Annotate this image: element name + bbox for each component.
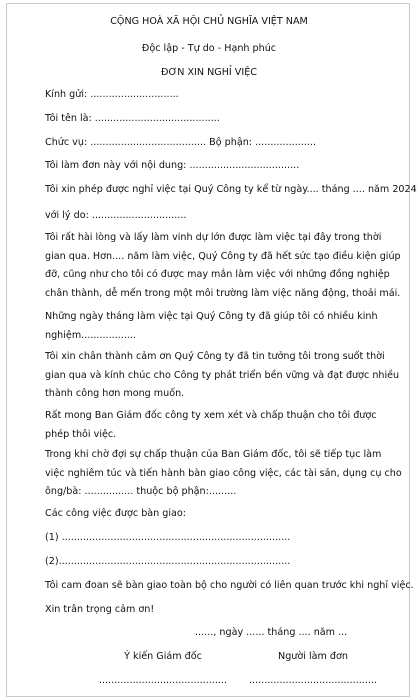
applicant-signature-line: .......................................... xyxy=(248,675,378,686)
paragraph-thanks-company: Tôi xin chân thành cảm ơn Quý Công ty đã tin tưởng tôi trong suốt thời gian qua và kính chúc cho Công ty phát triển bền vững và đạt được nhiều thành công hơn mong muốn. xyxy=(45,351,400,399)
paragraph-satisfaction: Tôi rất hài lòng và lấy làm vinh dự lớn được làm việc tại đây trong thời gian qua. Hơn.... năm làm việc, Quý Công ty đã hết sức tạo điều kiện giúp đỡ, cũng như cho tôi có được may mắn làm việc với những đồng nghiệp chân thành, dễ mến trong một môi trường làm việc năng động, thoải mái. xyxy=(45,232,401,299)
reason-field: với lý do: ............................... xyxy=(45,210,187,221)
request-field: Tôi xin phép được nghỉ việc tại Quý Công ty kể từ ngày.... tháng .... năm 2024 xyxy=(45,184,417,195)
applicant-title: Người làm đơn xyxy=(278,651,348,662)
date-line: ......, ngày ...... tháng .... năm ... xyxy=(195,627,348,638)
document-title: ĐƠN XIN NGHỈ VIỆC xyxy=(161,67,257,78)
name-field: Tôi tên là: ......................................... xyxy=(45,113,220,124)
document-page xyxy=(6,3,417,697)
handover-item-2: (2)............................................................................ xyxy=(45,556,291,567)
paragraph-handover: Trong khi chờ đợi sự chấp thuận của Ban Giám đốc, tôi sẽ tiếp tục làm việc nghiêm túc và tiến hành bàn giao công việc, các tài sản, dụng cụ cho ông/bà: ................ thuộc bộ phận:......... xyxy=(45,449,402,497)
country-title: CỘNG HOÀ XÃ HỘI CHỦ NGHĨA VIỆT NAM xyxy=(110,16,308,27)
director-opinion-title: Ý kiến Giám đốc xyxy=(124,651,202,662)
handover-item-1: (1) ........................................................................... xyxy=(45,532,291,543)
commitment: Tôi cam đoan sẽ bàn giao toàn bộ cho người có liên quan trước khi nghỉ việc. xyxy=(45,580,414,591)
paragraph-experience: Những ngày tháng làm việc tại Quý Công ty đã giúp tôi có nhiều kinh nghiệm.................. xyxy=(45,311,378,341)
director-signature-line: .......................................... xyxy=(98,675,228,686)
handover-intro: Các công việc được bàn giao: xyxy=(45,508,187,519)
closing-thanks: Xin trân trọng cảm ơn! xyxy=(45,604,155,615)
to-field: Kính gửi: ............................. xyxy=(45,89,179,100)
paragraph-request-approval: Rất mong Ban Giám đốc công ty xem xét và chấp thuận cho tôi được phép thôi việc. xyxy=(45,410,377,440)
motto: Độc lập - Tự do - Hạnh phúc xyxy=(141,43,277,54)
subject-field: Tôi làm đơn này với nội dung: .................................... xyxy=(45,160,300,171)
position-field: Chức vụ: ...................................... Bộ phận: .................... xyxy=(45,137,317,148)
